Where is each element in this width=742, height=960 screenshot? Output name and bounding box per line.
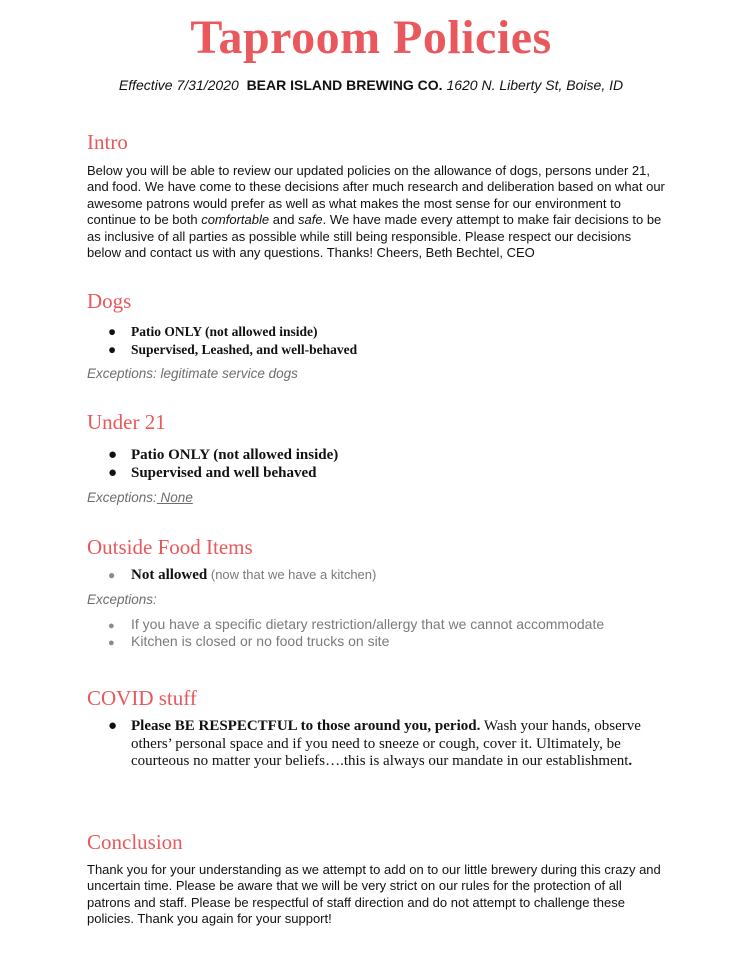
dogs-item-label: Supervised, Leashed, and well-behaved — [131, 342, 358, 357]
covid-end: . — [628, 753, 633, 769]
intro-and: and — [269, 212, 299, 228]
bullet-icon: ● — [108, 637, 115, 649]
under21-item-label: Patio ONLY (not allowed inside) — [131, 447, 339, 463]
bullet-icon: ● — [108, 324, 117, 339]
intro-safe: safe — [298, 212, 323, 228]
food-item — [108, 567, 376, 584]
covid-item — [108, 718, 668, 771]
conclusion-paragraph: Thank you for your understanding as we attempt to add on to our little brewery during this crazy and uncertain time. Please be aware that we will be very strict on our rules for the protection of all patrons and staff. Please be respectful of staff direction and do not attempt to challenge these policies. Thank you again for your support! — [87, 862, 661, 927]
under21-item-label: Supervised and well behaved — [131, 465, 317, 481]
intro-text-1: Below you will be able to review our updated policies on the allowance of dogs, persons under 21, and food. We have come to these decisions after much research and deliberation based on what our awesome patrons would prefer as well as what makes the most sense for our environment to continue to be both — [87, 163, 665, 228]
food-exception-item — [108, 616, 604, 632]
under21-exceptions-value: None — [156, 490, 193, 505]
bullet-icon: ● — [108, 718, 118, 734]
food-exception-label: Kitchen is closed or no food trucks on site — [131, 633, 390, 649]
bullet-icon: ● — [108, 568, 116, 582]
food-exception-item — [108, 633, 389, 649]
company-name: BEAR ISLAND BREWING CO. — [246, 77, 443, 93]
covid-text — [108, 718, 668, 771]
covid-rest: Wash your hands, observe others’ personal space and if you need to sneeze or cough, cover it. Ultimately, be courteous no matter your beliefs….this is always our mandate in our establishment — [131, 718, 641, 769]
intro-text-2: . We have made every attempt to make fair decisions to be as inclusive of all parties as possible while still being responsible. Please respect our decisions below and contact us with any questions. Thanks! Cheers, Beth Bechtel, CEO — [87, 212, 662, 261]
covid-heading: COVID stuff — [87, 686, 197, 710]
bullet-icon: ● — [108, 342, 117, 357]
food-exceptions-label: Exceptions: — [87, 592, 157, 607]
dogs-item-label: Patio ONLY (not allowed inside) — [131, 324, 318, 339]
food-exception-label: If you have a specific dietary restriction/allergy that we cannot accommodate — [131, 616, 605, 632]
bullet-icon: ● — [108, 465, 118, 481]
food-item-note: (now that we have a kitchen) — [207, 567, 377, 582]
intro-paragraph — [87, 163, 667, 261]
bullet-icon: ● — [108, 620, 115, 632]
company-address: 1620 N. Liberty St, Boise, ID — [446, 77, 624, 93]
dogs-item — [108, 324, 318, 340]
under21-item — [108, 465, 316, 482]
under21-heading: Under 21 — [87, 410, 166, 434]
subtitle — [0, 77, 742, 93]
dogs-heading: Dogs — [87, 289, 132, 313]
dogs-item — [108, 342, 357, 358]
conclusion-heading: Conclusion — [87, 830, 183, 854]
intro-heading: Intro — [87, 130, 128, 154]
food-heading: Outside Food Items — [87, 535, 253, 559]
intro-comfortable: comfortable — [201, 212, 270, 228]
effective-date: Effective 7/31/2020 — [118, 77, 239, 93]
covid-bold: Please BE RESPECTFUL to those around you, period. — [131, 718, 481, 734]
under21-exceptions-label: Exceptions: — [87, 490, 157, 505]
bullet-icon: ● — [108, 447, 118, 463]
under21-exceptions — [87, 490, 193, 505]
food-item-label: Not allowed — [131, 567, 208, 583]
page-title: Taproom Policies — [190, 11, 552, 64]
under21-item — [108, 447, 338, 464]
dogs-exceptions: Exceptions: legitimate service dogs — [87, 366, 298, 381]
